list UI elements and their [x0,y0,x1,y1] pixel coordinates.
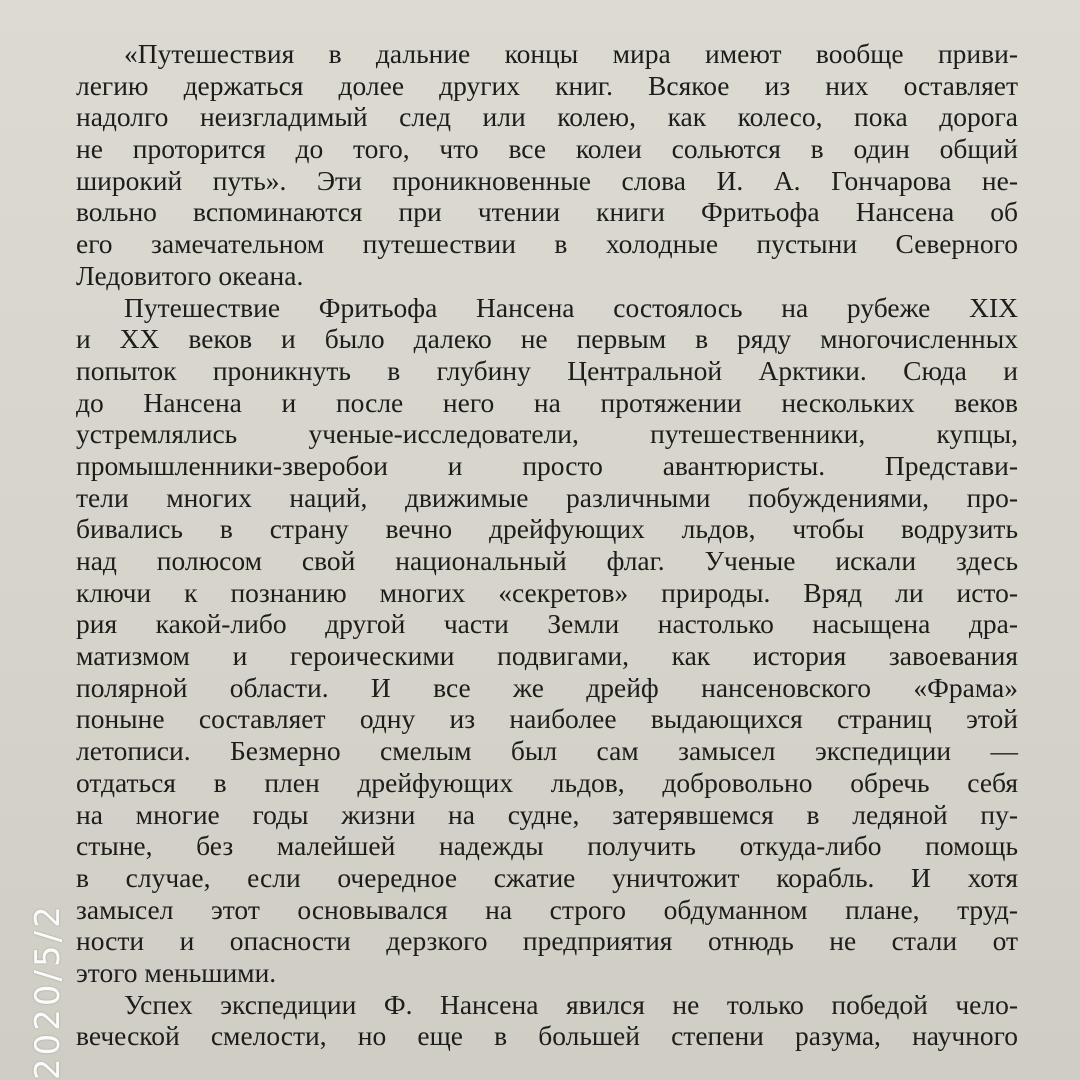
text-line: Ледовитого океана. [76,259,304,291]
text-line: поныне составляет одну из наиболее выдающихся страниц этой [76,703,1018,735]
text-line: Успех экспедиции Ф. Нансена явился не только победой чело- [124,988,1018,1020]
text-line: на многие годы жизни на судне, затерявшемся в ледяной пу- [76,798,1018,830]
text-line: надолго неизгладимый след или колею, как колесо, пока дорога [76,101,1018,133]
text-line: не проторится до того, что все колеи сольются в один общий [76,133,1018,165]
text-line: веческой смелости, но еще в большей степени разума, научного [76,1020,1018,1052]
photo-timestamp: 2020/5/2 [28,903,68,1080]
text-line: замысел этот основывался на строго обдуманном плане, труд- [76,893,1018,925]
text-line: легию держаться долее других книг. Всякое из них оставляет [76,69,1018,101]
text-line: промышленники-зверобои и просто авантюристы. Представи- [76,449,1018,481]
paragraph-2 [76,292,1018,989]
text-line: в случае, если очередное сжатие уничтожит корабль. И хотя [76,861,1018,893]
text-line: полярной области. И все же дрейф нансеновского «Фрама» [76,671,1018,703]
text-line: тели многих наций, движимые различными побуждениями, про- [76,481,1018,513]
text-line: бивались в страну вечно дрейфующих льдов, чтобы водрузить [76,513,1018,545]
text-line: широкий путь». Эти проникновенные слова И. А. Гончарова не- [76,164,1018,196]
text-line: матизмом и героическими подвигами, как история завоевания [76,640,1018,672]
text-line: этого меньшими. [76,956,277,988]
text-line: Путешествие Фритьофа Нансена состоялось на рубеже XIX [124,291,1018,323]
paragraph-1 [76,38,1018,292]
text-line: летописи. Безмерно смелым был сам замысел экспедиции — [76,735,1018,767]
text-line: «Путешествия в дальние концы мира имеют вообще приви- [124,38,1018,69]
text-line: рия какой-либо другой части Земли настолько насыщена дра- [76,608,1018,640]
text-line: и XX веков и было далеко не первым в ряду многочисленных [76,323,1018,355]
text-line: устремлялись ученые-исследователи, путешественники, купцы, [76,418,1018,450]
text-line: до Нансена и после него на протяжении нескольких веков [76,386,1018,418]
text-line: ключи к познанию многих «секретов» природы. Вряд ли исто- [76,576,1018,608]
paragraph-3 [76,989,1018,1052]
text-line: над полюсом свой национальный флаг. Ученые искали здесь [76,545,1018,576]
text-line: отдаться в плен дрейфующих льдов, добровольно обречь себя [76,766,1018,798]
text-line: стыне, без малейшей надежды получить откуда-либо помощь [76,830,1018,862]
text-line: его замечательном путешествии в холодные пустыни Северного [76,228,1018,260]
page-text [76,38,1018,1052]
text-line: вольно вспоминаются при чтении книги Фритьофа Нансена об [76,196,1018,228]
text-line: ности и опасности дерзкого предприятия отнюдь не стали от [76,925,1018,957]
text-line: попыток проникнуть в глубину Центральной Арктики. Сюда и [76,354,1018,386]
